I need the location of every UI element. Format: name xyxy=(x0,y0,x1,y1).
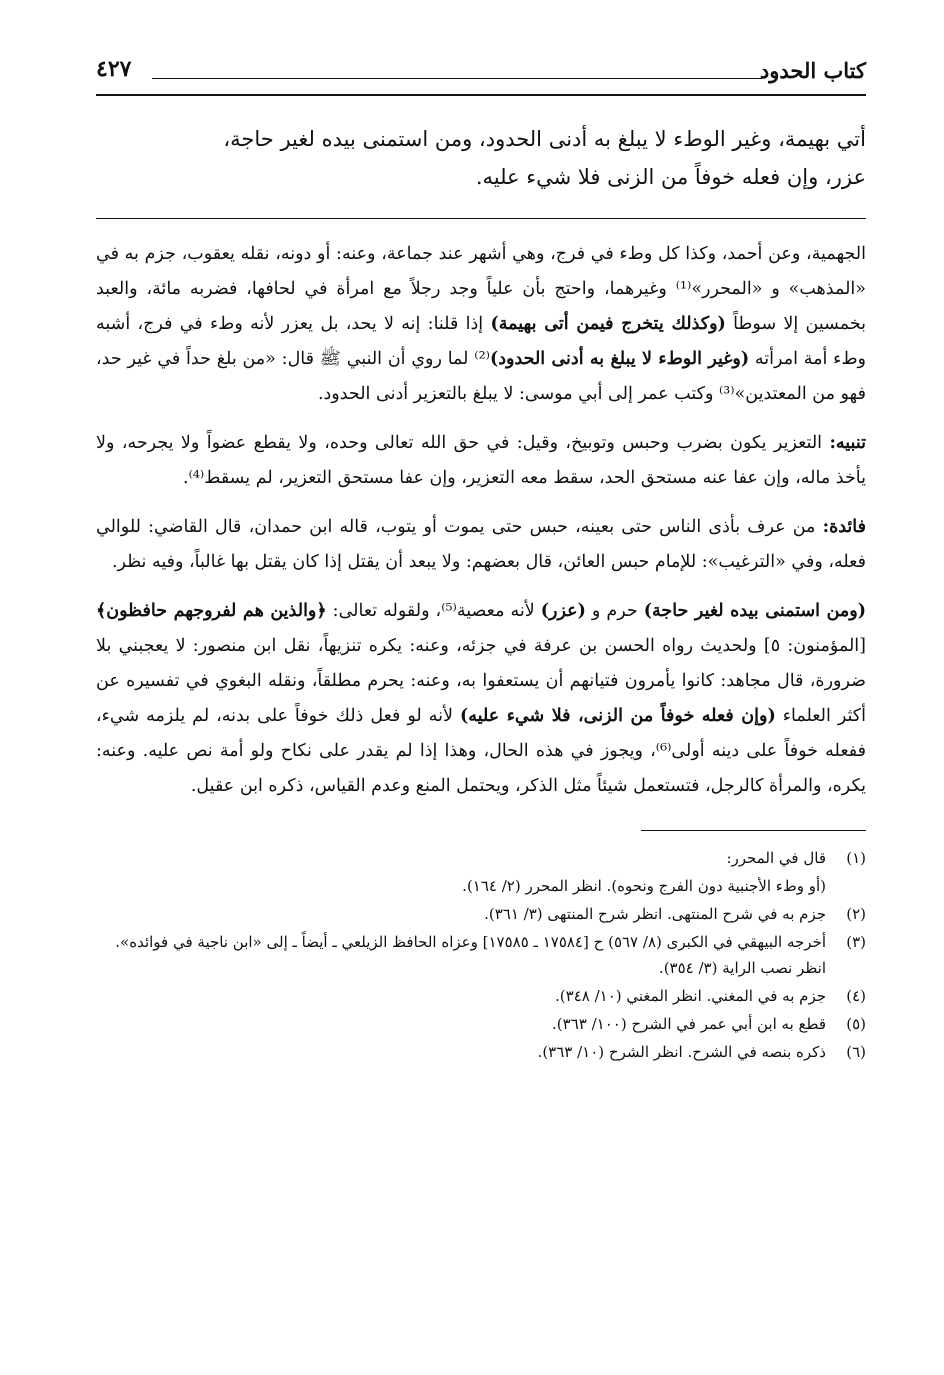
footnote-text: جزم به في المغني. انظر المغني (١٠/ ٣٤٨). xyxy=(555,987,826,1005)
footnote-text: (أو وطء الأجنبية دون الفرج ونحوه). انظر المحرر (٢/ ١٦٤). xyxy=(462,877,826,895)
matn-quote: (وغير الوطء لا يبلغ به أدنى الحدود) xyxy=(489,349,750,369)
footnotes xyxy=(96,845,866,1065)
footnote-text: قطع به ابن أبي عمر في الشرح (١٠٠/ ٣٦٣). xyxy=(552,1015,826,1033)
footnote-rule xyxy=(641,830,866,831)
commentary-paragraph: تنبيه: التعزير يكون بضرب وحبس وتوبيخ، وقيل: في حق الله تعالى وحده، ولا يقطع عضواً ولا يجرحه، ولا يأخذ ماله، وإن عفا عنه مستحق الحد، سقط معه التعزير، وإن عفا مستحق التعزير، لم يسقط⁽⁴⁾. xyxy=(96,433,866,488)
page-header xyxy=(96,52,866,92)
page-number: ٤٢٧ xyxy=(96,56,132,82)
footnote xyxy=(96,845,866,871)
commentary-paragraph: فائدة: من عرف بأذى الناس حتى بعينه، حبس حتى يموت أو يتوب، قاله ابن حمدان، قال القاضي: للوالي فعله، وفي «الترغيب»: للإمام حبس العائن، قال بعضهم: ولا يبعد أن يقتل إذا كان يقتل بها غالباً، وفيه نظر. xyxy=(96,517,866,572)
commentary-text xyxy=(96,237,866,804)
footnote xyxy=(96,983,866,1009)
footnote-number: (٢) xyxy=(846,905,866,923)
footnote xyxy=(96,901,866,927)
commentary-paragraph: (ومن استمنى بيده لغير حاجة) حرم و (عزر) لأنه معصية⁽⁵⁾، ولقوله تعالى: ﴿والذين هم لفروجهم حافظون﴾ [المؤمنون: ٥] ولحديث رواه الحسن بن عرفة في جزئه، وعنه: يكره تنزيهاً، نقل ابن منصور: لا يعجبني بلا ضرورة، قال مجاهد: كانوا يأمرون فتيانهم أن يستعفوا به، وعنه: يحرم مطلقاً، ونقله البغوي في تفسيره عن أكثر العلماء (وإن فعله خوفاً من الزنى، فلا شيء عليه) لأنه لو فعل ذلك خوفاً على بدنه، لم يلزمه شيء، ففعله خوفاً على دينه أولى⁽⁶⁾، ويجوز في هذه الحال، وهذا إذا لم يقدر على نكاح ولو أمة نص عليه. وعنه: يكره، والمرأة كالرجل، فتستعمل شيئاً مثل الذكر، ويحتمل المنع وعدم القياس، ذكره ابن عقيل. xyxy=(96,601,866,796)
matn-quote: (عزر) xyxy=(540,601,586,621)
matn-quote: (وكذلك يتخرج فيمن أتى بهيمة) xyxy=(490,314,726,334)
header-underline xyxy=(96,94,866,96)
footnote-number: (٥) xyxy=(846,1015,866,1033)
book-page xyxy=(96,52,866,1067)
footnote-number xyxy=(826,873,866,899)
footnote xyxy=(96,929,866,981)
footnote xyxy=(96,873,866,899)
footnote-text: أخرجه البيهقي في الكبرى (٨/ ٥٦٧) ح [١٧٥٨٤ ـ ١٧٥٨٥] وعزاه الحافظ الزيلعي ـ أيضاً ـ إلى «ابن ناجية في فوائده». انظر نصب الراية (٣/ ٣٥٤). xyxy=(115,933,826,977)
note-label: تنبيه: xyxy=(829,433,866,453)
footnote xyxy=(96,1011,866,1037)
footnote-text: جزم به في شرح المنتهى. انظر شرح المنتهى (٣/ ٣٦١). xyxy=(484,905,826,923)
footnote-text: ذكره بنصه في الشرح. انظر الشرح (١٠/ ٣٦٣). xyxy=(537,1043,826,1061)
footnote-number: (٤) xyxy=(846,987,866,1005)
footnote-number: (٣) xyxy=(846,933,866,951)
header-rule xyxy=(152,78,762,79)
matn-text xyxy=(96,120,866,196)
quran-verse: ﴿والذين هم لفروجهم حافظون﴾ xyxy=(96,601,327,621)
commentary-paragraph: الجهمية، وعن أحمد، وكذا كل وطء في فرج، وهي أشهر عند جماعة، وعنه: أو دونه، نقله يعقوب، جزم به في «المذهب» و «المحرر»⁽¹⁾ وغيرهما، واحتج بأن علياً وجد رجلاً مع امرأة في لحافها، فضربه مائة، والعبد بخمسين إلا سوطاً (وكذلك يتخرج فيمن أتى بهيمة) إذا قلنا: إنه لا يحد، بل يعزر لأنه وطء في فرج، أشبه وطء أمة امرأته (وغير الوطء لا يبلغ به أدنى الحدود)⁽²⁾ لما روي أن النبي ﷺ قال: «من بلغ حداً في غير حد، فهو من المعتدين»⁽³⁾ وكتب عمر إلى أبي موسى: لا يبلغ بالتعزير أدنى الحدود. xyxy=(96,244,867,404)
footnote-number: (٦) xyxy=(846,1043,866,1061)
matn-divider xyxy=(96,218,866,219)
running-title: كتاب الحدود xyxy=(759,58,866,83)
matn-line: أتي بهيمة، وغير الوطء لا يبلغ به أدنى الحدود، ومن استمنى بيده لغير حاجة، xyxy=(223,127,866,151)
footnote xyxy=(96,1039,866,1065)
note-label: فائدة: xyxy=(822,517,866,537)
matn-quote: (وإن فعله خوفاً من الزنى، فلا شيء عليه) xyxy=(460,706,776,726)
matn-quote: (ومن استمنى بيده لغير حاجة) xyxy=(643,601,866,621)
matn-line: عزر، وإن فعله خوفاً من الزنى فلا شيء عليه. xyxy=(475,165,866,189)
footnote-number: (١) xyxy=(846,849,866,867)
footnote-text: قال في المحرر: xyxy=(726,849,826,867)
